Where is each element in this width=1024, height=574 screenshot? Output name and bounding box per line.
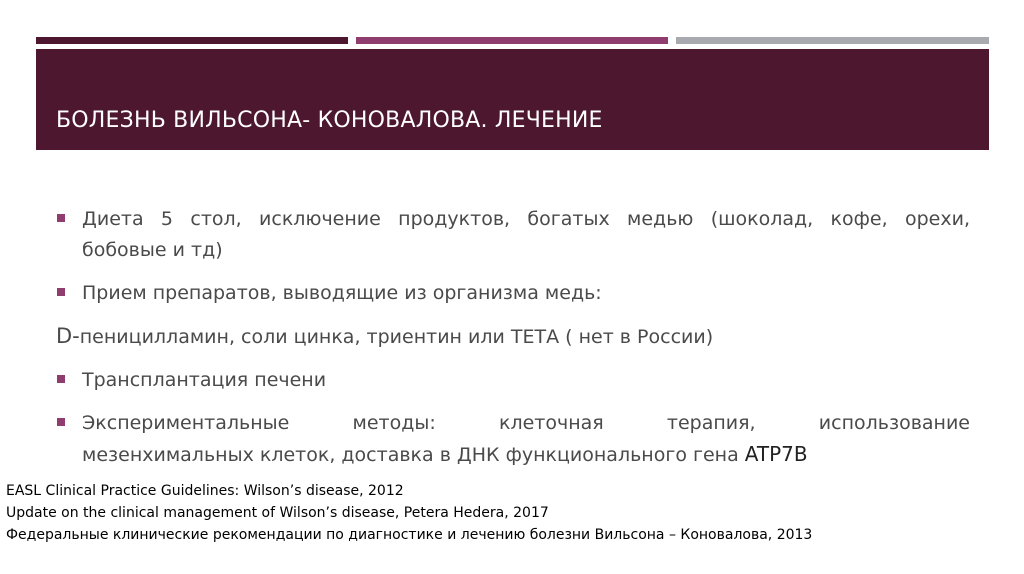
bullet-text-line-2 xyxy=(82,439,970,471)
bullet-text-line-2: бобовые и тд) xyxy=(82,239,223,261)
bullet-item-diet xyxy=(54,204,970,266)
drug-prefix: D- xyxy=(56,324,80,348)
header-stripe-gray xyxy=(676,37,989,44)
bullet-text-line-1: Экспериментальные методы: клеточная терапия, использование xyxy=(82,412,970,434)
references xyxy=(6,480,812,546)
bullet-text-line-1: Диета 5 стол, исключение продуктов, богатых медью (шоколад, кофе, орехи, xyxy=(82,208,970,230)
square-bullet-icon xyxy=(57,214,65,222)
square-bullet-icon xyxy=(57,418,65,426)
bullet-item-experimental xyxy=(54,408,970,471)
square-bullet-icon xyxy=(57,375,65,383)
slide-content xyxy=(54,204,970,483)
drug-list-line xyxy=(56,321,970,353)
slide-title: БОЛЕЗНЬ ВИЛЬСОНА- КОНОВАЛОВА. ЛЕЧЕНИЕ xyxy=(56,108,603,133)
bullet-item-transplant xyxy=(54,365,970,396)
reference-item: EASL Clinical Practice Guidelines: Wilson’s disease, 2012 xyxy=(6,483,404,499)
reference-item: Update on the clinical management of Wilson’s disease, Petera Hedera, 2017 xyxy=(6,505,549,521)
drug-list-text: пеницилламин, соли цинка, триентин или ТЕТА ( нет в России) xyxy=(79,326,714,348)
reference-item: Федеральные клинические рекомендации по диагностике и лечению болезни Вильсона – Коновалова, 2013 xyxy=(6,527,813,543)
header-stripe-dark xyxy=(36,37,348,44)
title-bar xyxy=(36,49,989,150)
square-bullet-icon xyxy=(57,288,65,296)
bullet-item-drugs xyxy=(54,278,970,309)
header-stripe-magenta xyxy=(356,37,668,44)
bullet-text: Прием препаратов, выводящие из организма медь: xyxy=(82,282,602,304)
gene-name: ATP7B xyxy=(744,442,808,466)
bullet-text: Трансплантация печени xyxy=(82,369,327,391)
bullet-text-line-2-body: мезенхимальных клеток, доставка в ДНК функционального гена xyxy=(82,444,745,466)
